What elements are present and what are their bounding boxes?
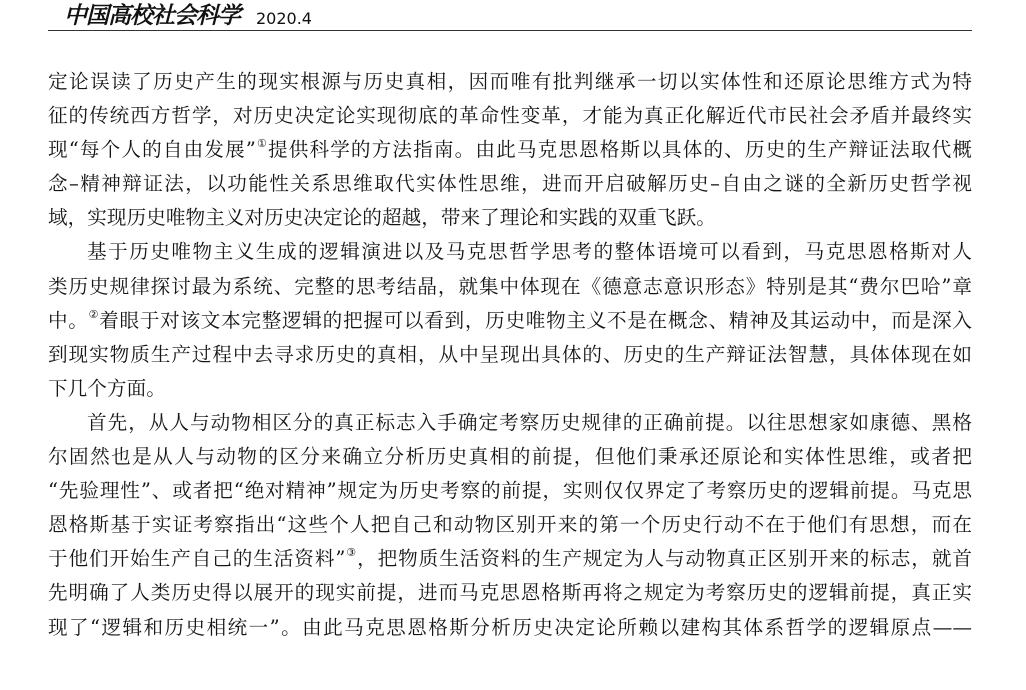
text-line: 先明确了人类历史得以展开的现实前提，进而马克思恩格斯再将之规定为考察历史的逻辑前提，真正实 xyxy=(48,581,972,605)
paragraph-2 xyxy=(48,235,972,405)
text-line: 基于历史唯物主义生成的逻辑演进以及马克思哲学思考的整体语境可以看到，马克思恩格斯对人 xyxy=(87,240,972,264)
running-header xyxy=(48,2,974,32)
footnote-marker[interactable]: ③ xyxy=(345,546,358,560)
issue-number: 2020.4 xyxy=(256,9,312,28)
text-line: 到现实物质生产过程中去寻求历史的真相，从中呈现出具体的、历史的生产辩证法智慧，具体体现在如 xyxy=(48,342,972,366)
footnote-marker[interactable]: ① xyxy=(255,137,268,151)
text-line: 类历史规律探讨最为系统、完整的思考结晶，就集中体现在《德意志意识形态》特别是其“费尔巴哈”章 xyxy=(48,274,972,298)
header-rule xyxy=(48,30,972,31)
paragraph-3 xyxy=(48,406,972,645)
text-line: 定论误读了历史产生的现实根源与历史真相，因而唯有批判继承一切以实体性和还原论思维方式为特 xyxy=(48,70,972,93)
text-line: 域，实现历史唯物主义对历史决定论的超越，带来了理论和实践的双重飞跃。 xyxy=(48,206,716,230)
paragraph-1 xyxy=(48,65,972,235)
text-line: 现了“逻辑和历史相统一”。由此马克思恩格斯分析历史决定论所赖以建构其体系哲学的逻辑原点—— xyxy=(48,615,972,639)
text-line: 首先，从人与动物相区分的真正标志入手确定考察历史规律的正确前提。以往思想家如康德、黑格 xyxy=(87,410,972,434)
text-line: 恩格斯基于实证考察指出“这些个人把自己和动物区别开来的第一个历史行动不在于他们有思想，而在 xyxy=(48,513,972,537)
text-line: 尔固然也是从人与动物的区分来确立分析历史真相的前提，但他们秉承还原论和实体性思维，或者把 xyxy=(48,445,972,469)
text-line: 中。②着眼于对该文本完整逻辑的把握可以看到，历史唯物主义不是在概念、精神及其运动中，而是深入 xyxy=(48,307,972,332)
text-line: “先验理性”、或者把“绝对精神”规定为历史考察的前提，实则仅仅界定了考察历史的逻辑前提。马克思 xyxy=(48,479,972,503)
body-text xyxy=(48,65,972,645)
text-line: 于他们开始生产自己的生活资料”③，把物质生活资料的生产规定为人与动物真正区别开来的标志，就首 xyxy=(48,546,972,571)
footnote-marker[interactable]: ② xyxy=(88,307,100,321)
journal-name: 中国高校社会科学 xyxy=(64,2,240,29)
text-line: 下几个方面。 xyxy=(48,376,166,400)
text-line: 征的传统西方哲学，对历史决定论实现彻底的革命性变革，才能为真正化解近代市民社会矛盾并最终实 xyxy=(48,104,972,128)
text-line: 念–精神辩证法，以功能性关系思维取代实体性思维，进而开启破解历史–自由之谜的全新历史哲学视 xyxy=(48,172,972,196)
text-line: 现“每个人的自由发展”①提供科学的方法指南。由此马克思恩格斯以具体的、历史的生产辩证法取代概 xyxy=(48,137,972,162)
